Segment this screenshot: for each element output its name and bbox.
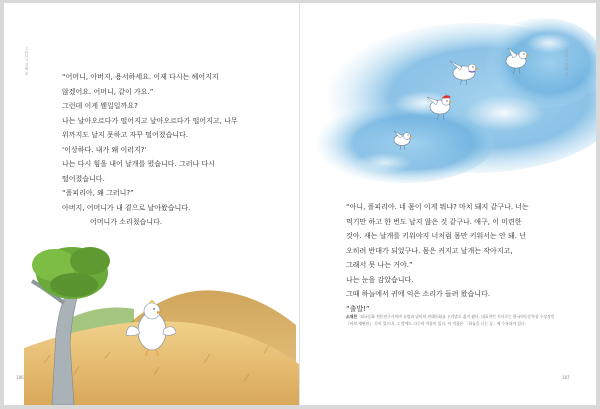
story-line: 떨어졌습니다. [62,174,105,183]
right-page-text [346,200,529,316]
story-line: 어머니가 소리쳤습니다. [62,218,163,226]
story-line: 그런데 이게 웬일일까요? [62,102,138,110]
story-line: 먹기만 하고 한 번도 날지 않은 것 같구나. 애구, 이 미련한 [346,217,522,226]
left-page-text [62,70,238,230]
story-line: 나는 눈을 감았습니다. [346,275,414,284]
running-head-right: 고맙다고 말해 줘 [565,47,569,76]
source-note-tag: 소재찬 [346,314,358,319]
story-line: 나는 날아오르다가 떨어지고 날아오르다가 떨어지고, 나무 [62,116,238,125]
story-line: “어머니, 아버지, 용서하세요. 이제 다시는 헤어지지 [62,73,219,81]
story-line: ‘이상하다. 내가 왜 이러지?’ [62,145,147,154]
story-line: “아니, 폴피리아. 네 몸이 이게 뭐냐? 마치 돼지 같구나. 너는 [346,203,529,211]
story-line: “폴피리아, 왜 그러니?” [62,189,134,197]
source-note-text: 외국동화 전문연구가이며 유럽과 남미의 전래동화를 우리말로 옮겨 왔다. 대표적인 저서로는 한국아동문학상 수상작인 『바보 재판관』 등이 있으며, 그 밖에도 다수의 작품이 있다. 이 작품은 「하늘을 나는 꿈」에 수록되어 있다. [346,314,555,326]
story-line: 아버지, 어머니가 내 곁으로 날아왔습니다. [62,203,191,212]
story-line: 그때 하늘에서 귀에 익은 소리가 들려 왔습니다. [346,290,491,298]
page-gutter [299,3,300,405]
book-spread [4,3,596,405]
page-number-right: 187 [562,375,570,380]
story-line: 나는 다시 힘을 내어 날개를 폈습니다. 그러나 다시 [62,160,216,168]
story-line: 것아. 새는 날개를 키워야지 너처럼 몸만 키워서는 안 돼. 넌 [346,232,527,240]
page-number-left: 186 [16,375,24,380]
running-head-left: 고맙다고 말해 줘 [25,47,29,76]
story-line: 그래서 못 나는 거야.” [346,261,413,269]
story-line: 오히려 반대가 되었구나. 몸은 커지고 날개는 작아지고, [346,246,513,255]
source-note [346,314,560,327]
story-line: 위까지도 날지 못하고 자꾸 떨어졌습니다. [62,131,189,139]
story-line: 않겠어요. 어머니, 같이 가요.” [62,87,154,96]
story-line: “출발!” [346,304,370,313]
sky-wash [314,18,596,183]
